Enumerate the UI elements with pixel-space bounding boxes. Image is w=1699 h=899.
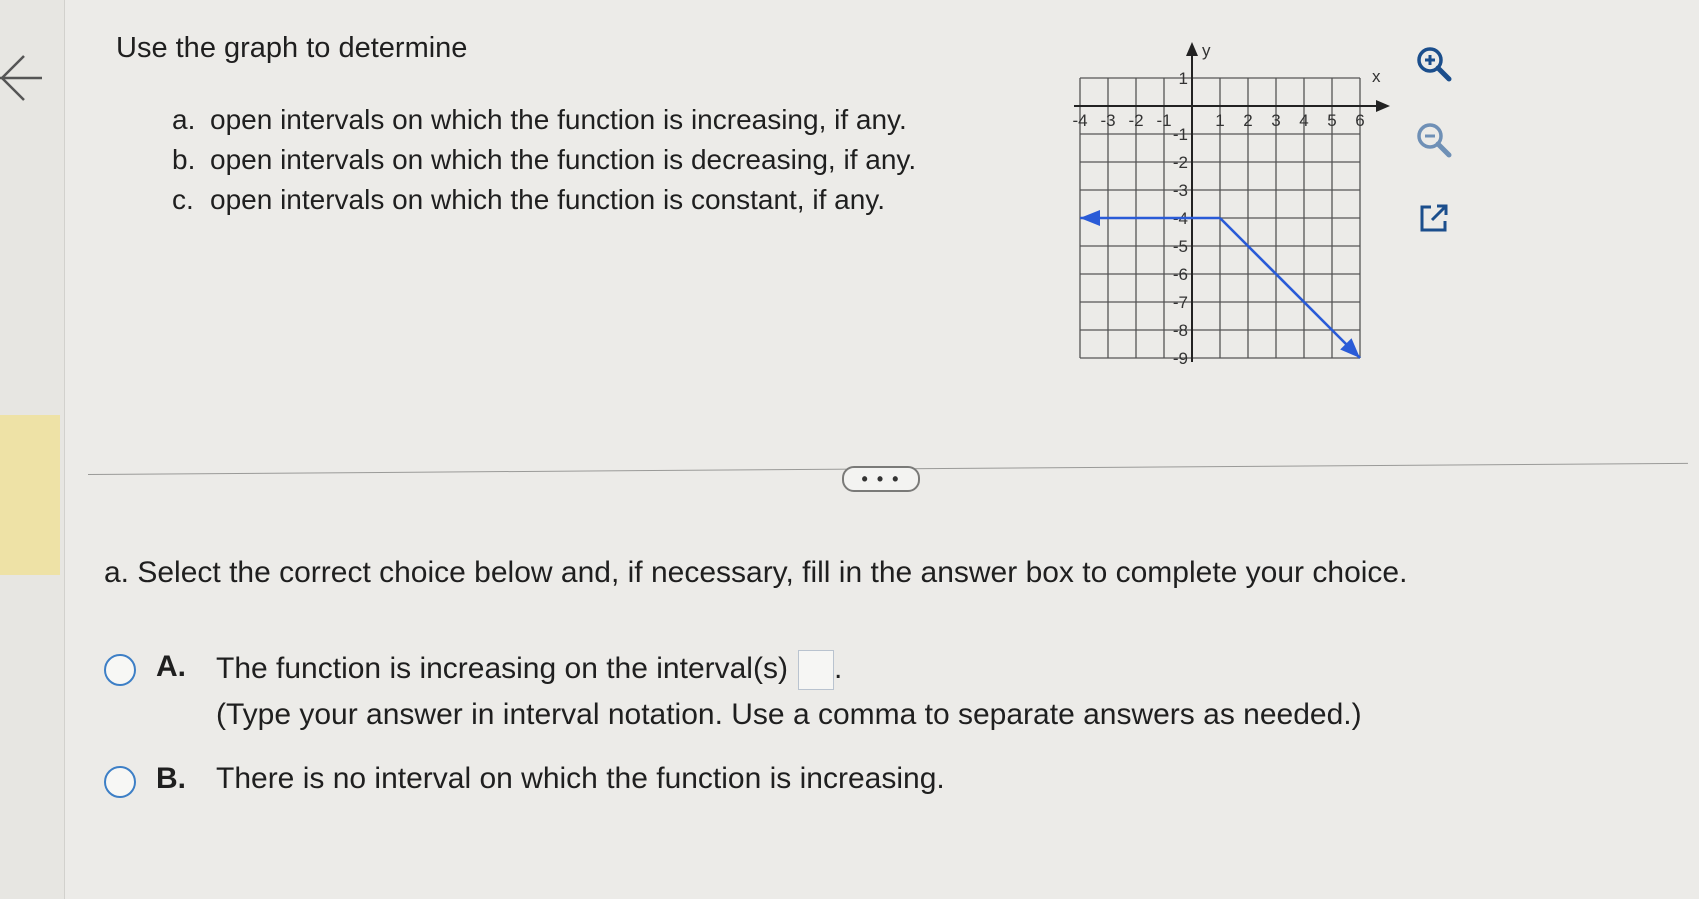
part-letter: c. [172,184,194,215]
zoom-in-button[interactable] [1408,38,1460,90]
y-tick-label: -5 [1172,237,1188,256]
x-tick-label: 1 [1215,111,1225,130]
x-tick-label: -4 [1072,111,1088,130]
part-a [172,100,916,140]
x-axis-label: x [1372,67,1381,86]
zoom-in-icon [1412,42,1456,86]
zoom-out-icon [1412,118,1456,162]
choice-a-text: The function is increasing on the interval(s) [216,651,788,685]
part-b [172,140,916,180]
part-text: open intervals on which the function is constant, if any. [210,184,885,215]
part-letter: b. [172,144,196,175]
y-tick-label: -8 [1172,321,1188,340]
x-tick-label: 2 [1243,111,1253,130]
y-tick-label: -3 [1172,181,1188,200]
y-tick-label: -1 [1172,125,1188,144]
choice-a-hint: (Type your answer in interval notation. Use a comma to separate answers as needed.) [216,698,1362,731]
zoom-out-button[interactable] [1408,114,1460,166]
function-graph [1060,38,1400,368]
x-tick-label: 5 [1327,111,1337,130]
y-tick-label: -7 [1172,293,1188,312]
choice-a-row: The function is increasing on the interval(s) . [216,650,842,690]
x-tick-label: -2 [1128,111,1144,130]
y-tick-label: -9 [1172,349,1188,368]
function-arrow-left [1080,210,1100,226]
y-axis-arrow [1186,42,1198,56]
x-tick-label: -1 [1156,111,1172,130]
x-tick-label: 6 [1355,111,1365,130]
part-c [172,180,916,220]
x-tick-label: 3 [1271,111,1281,130]
choice-a-radio[interactable] [104,654,136,686]
left-panel-highlight [0,415,60,575]
question-prompt: Use the graph to determine [116,32,468,64]
question-parts-list [172,100,916,220]
answer-input[interactable] [798,650,834,690]
y-axis-label: y [1202,41,1211,60]
x-tick-label: -3 [1100,111,1116,130]
y-tick-label: 1 [1178,69,1188,88]
choice-b-text: There is no interval on which the function is increasing. [216,762,945,795]
part-text: open intervals on which the function is decreasing, if any. [210,144,917,175]
y-tick-label: -4 [1172,209,1188,228]
part-letter: a. [172,104,196,135]
choice-a-letter: A. [156,650,186,683]
back-arrow-icon[interactable] [0,48,44,108]
choice-b-letter: B. [156,762,186,795]
choice-b-radio[interactable] [104,766,136,798]
popout-button[interactable] [1408,192,1460,244]
x-tick-label: 4 [1299,111,1309,130]
x-axis-arrow [1376,100,1390,112]
question-instruction: a. Select the correct choice below and, if necessary, fill in the answer box to complete your choice. [104,556,1408,589]
y-tick-label: -2 [1172,153,1188,172]
function-segment [1220,218,1360,358]
part-text: open intervals on which the function is increasing, if any. [210,104,907,135]
more-options-button[interactable]: • • • [842,466,920,492]
left-panel [0,0,65,899]
external-link-icon [1414,198,1454,238]
y-tick-label: -6 [1172,265,1188,284]
